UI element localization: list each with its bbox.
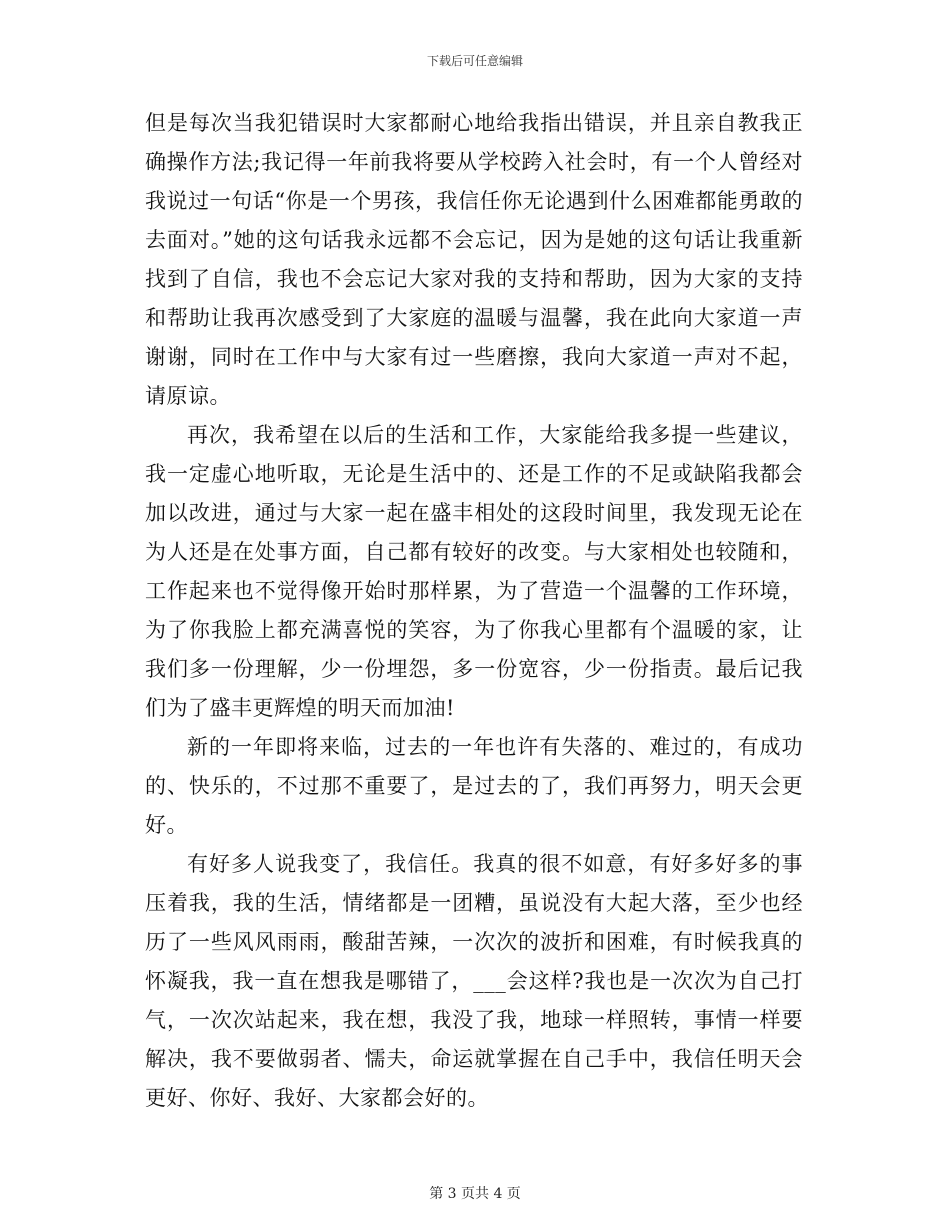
page-number: 第 3 页共 4 页	[429, 1186, 521, 1202]
paragraph-4: 有好多人说我变了，我信任。我真的很不如意，有好多好多的事压着我，我的生活，情绪都是一团糟，虽说没有大起大落，至少也经历了一些风风雨雨，酸甜苦辣，一次次的波折和困难，有时候我真的怀凝我，我一直在想我是哪错了，___会这样?我也是一次次为自己打气，一次次站起来，我在想，我没了我，地球一样照转，事情一样要解决，我不要做弱者、懦夫，命运就掌握在自己手中，我信任明天会更好、你好、我好、大家都会好的。	[145, 852, 803, 1110]
page-header: 下载后可任意编辑	[426, 54, 523, 68]
paragraph-2: 再次，我希望在以后的生活和工作，大家能给我多提一些建议，我一定虚心地听取，无论是生活中的、还是工作的不足或缺陷我都会加以改进，通过与大家一起在盛丰相处的这段时间里，我发现无论在为人还是在处事方面，自己都有较好的改变。与大家相处也较随和，工作起来也不觉得像开始时那样累，为了营造一个温馨的工作环境，为了你我脸上都充满喜悦的笑容，为了你我心里都有个温暖的家，让我们多一份理解，少一份埋怨，多一份宽容，少一份指责。最后记我们为了盛丰更辉煌的明天而加油!	[145, 423, 803, 720]
paragraph-1: 但是每次当我犯错误时大家都耐心地给我指出错误，并且亲自教我正确操作方法;我记得一年前我将要从学校跨入社会时，有一个人曾经对我说过一句话“你是一个男孩，我信任你无论遇到什么困难都能勇敢的去面对。”她的这句话我永远都不会忘记，因为是她的这句话让我重新找到了自信，我也不会忘记大家对我的支持和帮助，因为大家的支持和帮助让我再次感受到了大家庭的温暖与温馨，我在此向大家道一声谢谢，同时在工作中与大家有过一些磨擦，我向大家道一声对不起，请原谅。	[145, 111, 803, 408]
document-body	[145, 104, 803, 1118]
paragraph-3: 新的一年即将来临，过去的一年也许有失落的、难过的，有成功的、快乐的，不过那不重要了，是过去的了，我们再努力，明天会更好。	[145, 735, 803, 837]
